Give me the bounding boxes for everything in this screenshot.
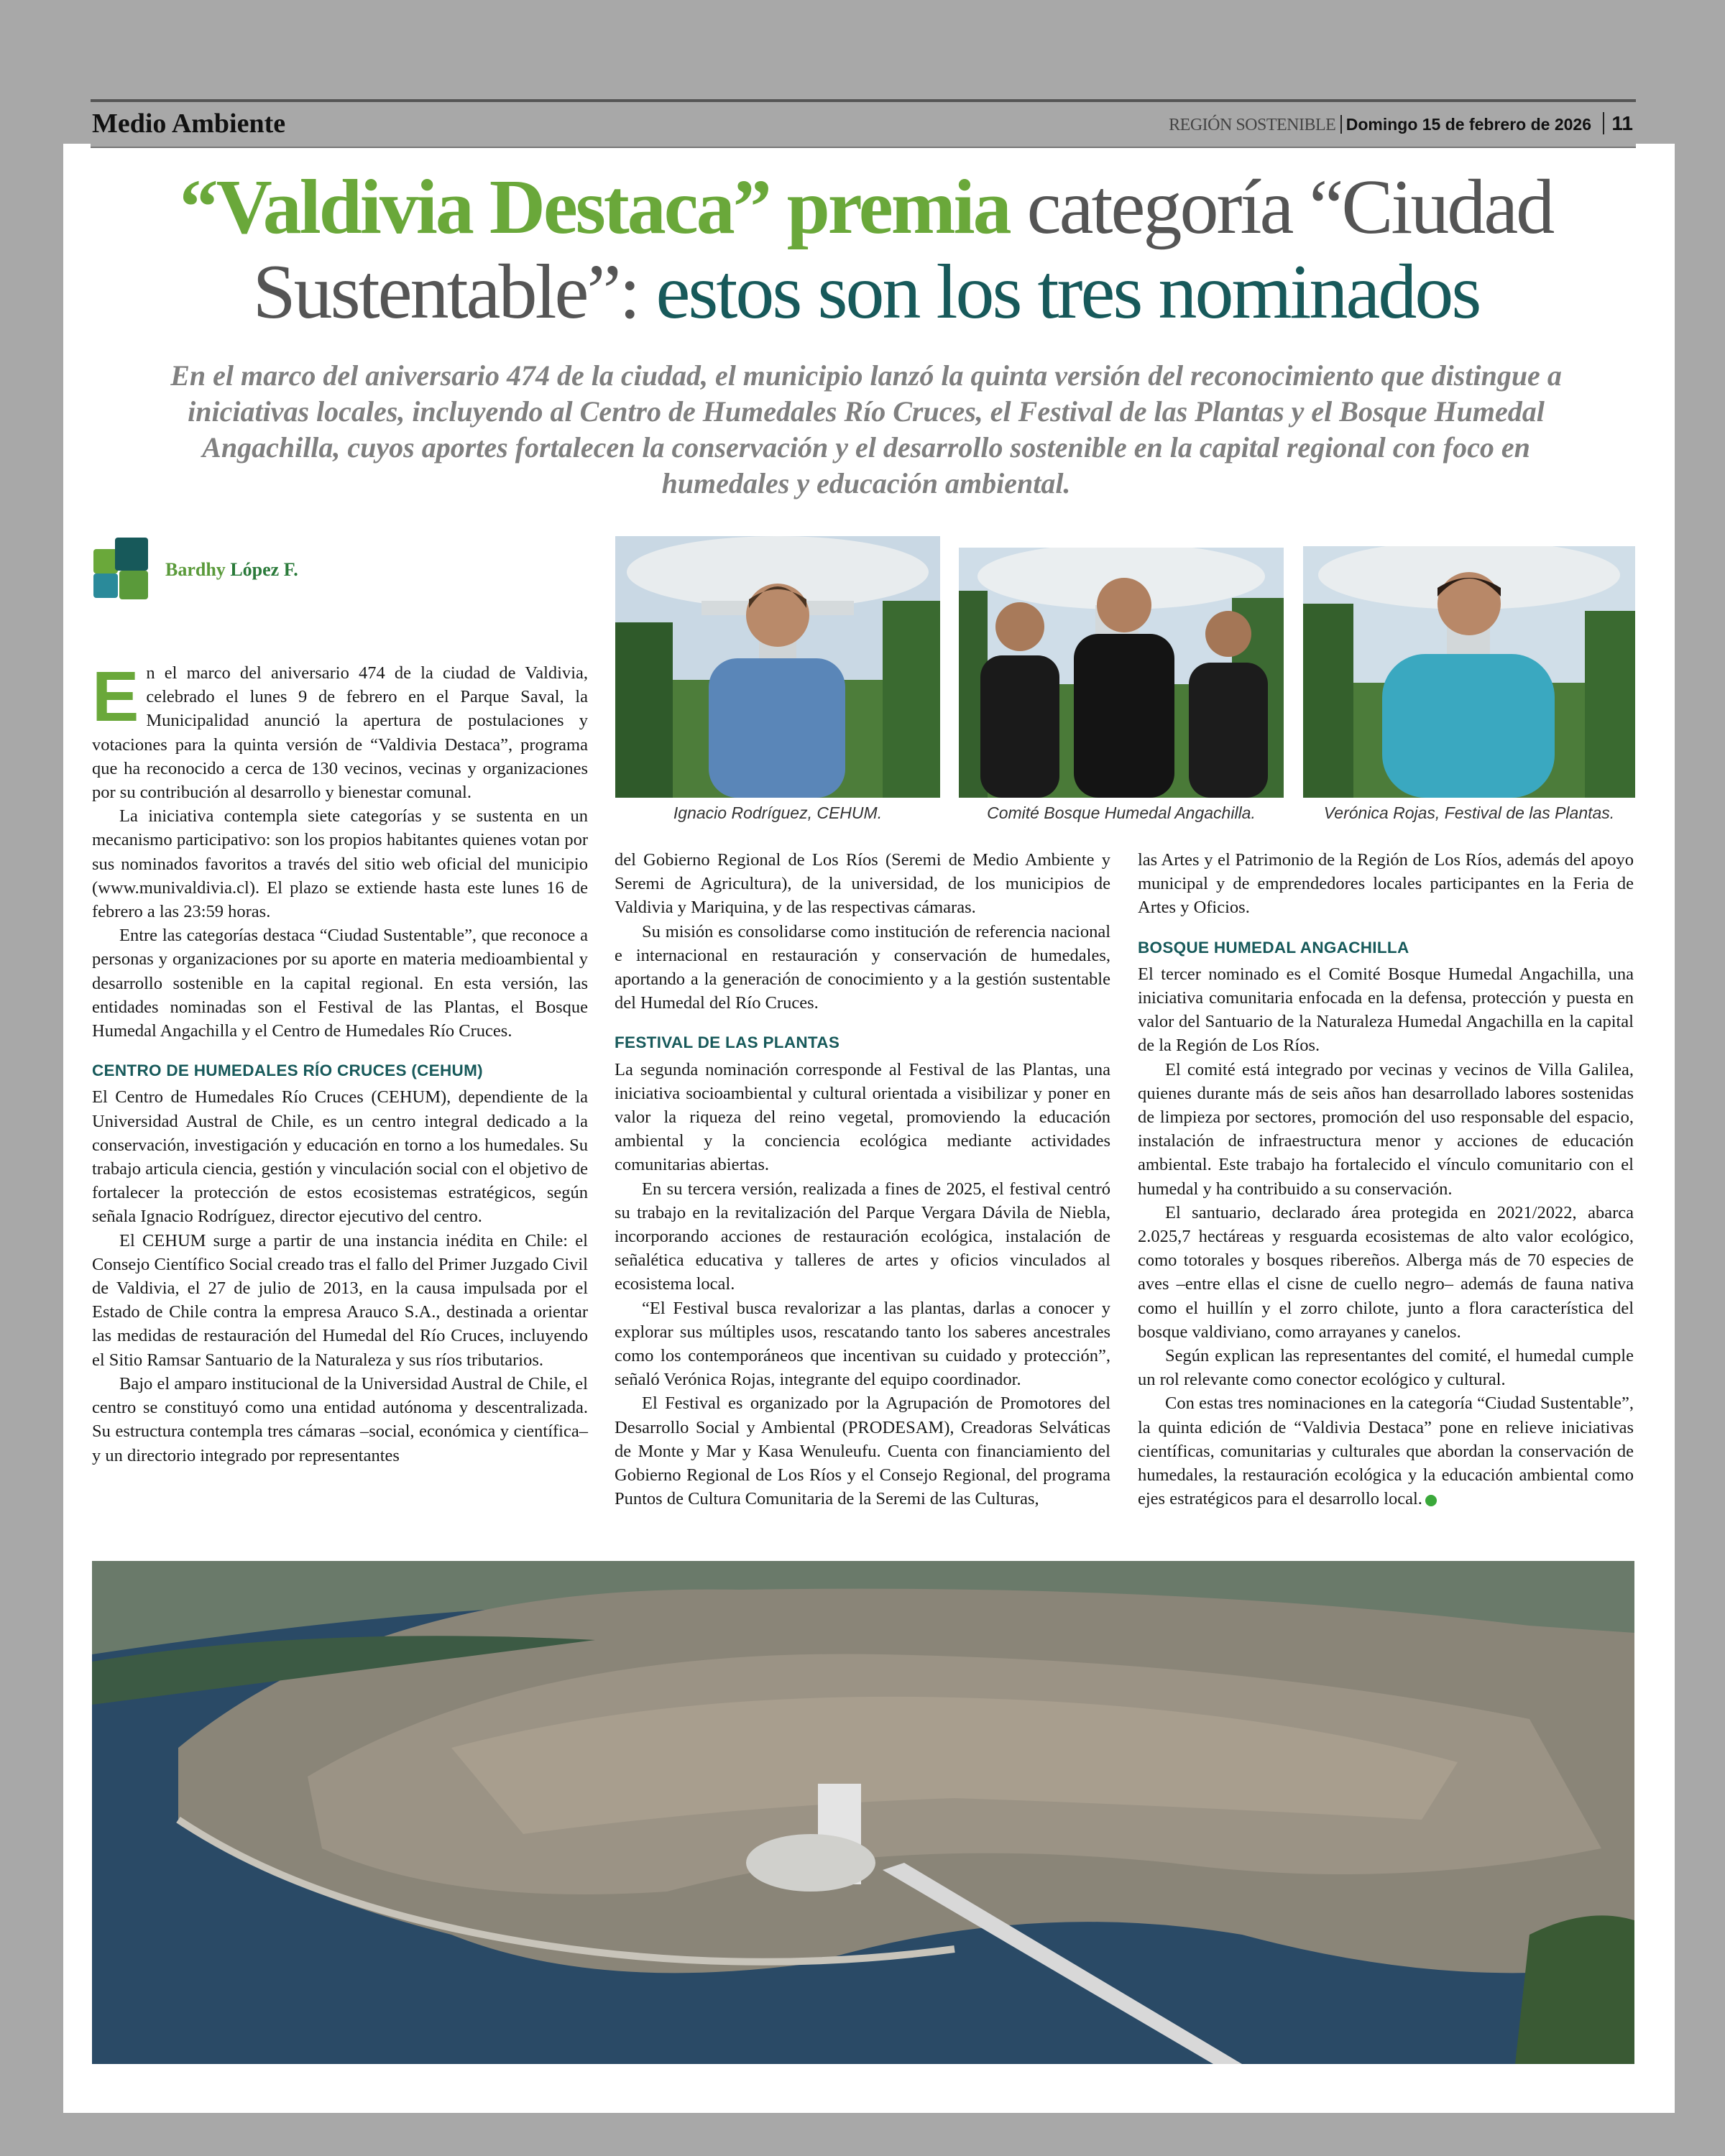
paragraph: Entre las categorías destaca “Ciudad Sustentable”, que reconoce a personas y organizaciones por su aporte en materia medioambiental y desarrollo sostenible en la capital regional. En esta versión, las entidades nominadas son el Festival de las Plantas, el Bosque Humedal Angachilla y el Centro de Humedales Río Cruces. — [92, 926, 588, 1041]
author-last-name: López F. — [230, 559, 298, 580]
section-name: Medio Ambiente — [92, 109, 286, 139]
issue-date: Domingo 15 de febrero de 2026 — [1340, 115, 1591, 134]
author-first-name: Bardhy — [165, 559, 226, 580]
page-number: 11 — [1603, 112, 1633, 134]
paragraph: del Gobierno Regional de Los Ríos (Seremi de Medio Ambiente y Seremi de Agricultura), de la universidad, de los municipios de Valdivia y Mariquina, y de las respectivas cámaras. — [615, 850, 1110, 918]
paragraph: La segunda nominación corresponde al Festival de las Plantas, una iniciativa socioambiental y cultural orientada a visibilizar y poner en valor la riqueza del reino vegetal, promoviendo la educación ambiental y la conciencia ecológica mediante actividades comunitarias abiertas. — [615, 1059, 1110, 1175]
headline-part3: estos son los tres nominados — [638, 249, 1480, 335]
paragraph: El Festival es organizado por la Agrupación de Promotores del Desarrollo Social y Ambiental (PRODESAM), Creadoras Selváticas de Monte y Mar y Kasa Wenuleufu. Cuenta con financiamiento del Gobierno Regional de Los Ríos y el Consejo Regional, del programa Puntos de Cultura Comunitaria de la Seremi de las Culturas, — [615, 1393, 1110, 1509]
paragraph: El santuario, declarado área protegida en 2021/2022, abarca 2.025,7 hectáreas y resguarda ecosistemas de alto valor ecológico, como totorales y bosques ribereños. Alberga más de 70 especies de aves –entre ellas el cisne de cuello negro– además de fauna nativa como el huillín y el zorro chilote, junto a flora característica del bosque valdiviano, como arrayanes y canelos. — [1138, 1202, 1634, 1342]
paragraph: El CEHUM surge a partir de una instancia inédita en Chile: el Consejo Científico Social creado tras el fallo del Primer Juzgado Civil de Valdivia, el 27 de julio de 2013, en la causa impulsada por el Estado de Chile contra la empresa Arauco S.A., destinada a orientar las medidas de restauración del Humedal del Río Cruces, incluyendo el Sitio Ramsar Santuario de la Naturaleza y sus ríos tributarios. — [92, 1230, 588, 1370]
article-column-3 — [1138, 848, 1634, 1511]
subhead-festival: FESTIVAL DE LAS PLANTAS — [615, 1033, 840, 1052]
paragraph — [1138, 1391, 1634, 1511]
paragraph: Según explican las representantes del comité, el humedal cumple un rol relevante como conector ecológico y cultural. — [1138, 1346, 1634, 1390]
photo-veronica-rojas — [1303, 546, 1635, 798]
headline-part2: categoría “Ciudad Sustentable”: — [252, 165, 1553, 335]
paragraph: El Centro de Humedales Río Cruces (CEHUM), dependiente de la Universidad Austral de Chile, es un centro integral dedicado a la conservación, investigación y educación en torno a los humedales. Su trabajo articula ciencia, gestión y vinculación social con el objetivo de fortalecer la protección de estos ecosistemas estratégicos, según señala Ignacio Rodríguez, director ejecutivo del centro. — [92, 1087, 588, 1227]
paragraph: “El Festival busca revalorizar a las plantas, darlas a conocer y explorar sus múltiples usos, rescatando tanto los saberes ancestrales como los contemporáneos que incentivan su cuidado y protección”, señaló Verónica Rojas, integrante del equipo coordinador. — [615, 1298, 1110, 1390]
closing-text: Con estas tres nominaciones en la categoría “Ciudad Sustentable”, la quinta edición de “Valdivia Destaca” pone en relieve iniciativas científicas, comunitarias y culturales que abordan la conservación de humedales, la restauración ecológica y la educación ambiental como ejes estratégicos para el desarrollo local. — [1138, 1393, 1634, 1509]
subhead-cehum: CENTRO DE HUMEDALES RÍO CRUCES (CEHUM) — [92, 1061, 483, 1080]
page-header — [91, 99, 1636, 148]
header-meta — [1169, 112, 1633, 135]
publication-name: REGIÓN SOSTENIBLE — [1169, 116, 1336, 134]
photo-ignacio-rodriguez — [615, 536, 940, 798]
paragraph: Su misión es consolidarse como institución de referencia nacional e internacional en restauración y conservación de humedales, aportando a la generación de conocimiento y a la gestión sustentable del Humedal del Río Cruces. — [615, 921, 1110, 1013]
paragraph: El tercer nominado es el Comité Bosque Humedal Angachilla, una iniciativa comunitaria enfocada en la defensa, protección y puesta en valor del Santuario de la Naturaleza Humedal Angachilla en la capital de la Región de Los Ríos. — [1138, 964, 1634, 1056]
end-mark-icon — [1425, 1495, 1437, 1506]
intro-text: n el marco del aniversario 474 de la ciudad de Valdivia, celebrado el lunes 9 de febrero en el Parque Saval, la Municipalidad anunció la apertura de postulaciones y votaciones para la quinta versión de “Valdivia Destaca”, programa que ha reconocido a cerca de 130 vecinos, vecinas y organizaciones por su contribución al desarrollo y bienestar comunal. — [92, 663, 588, 803]
photo-comite-angachilla — [959, 548, 1284, 798]
paragraph: En su tercera versión, realizada a fines de 2025, el festival centró su trabajo en la revitalización del Parque Vergara Dávila de Niebla, incorporando acciones de restauración ecológica, instalación de señalética educativa y talleres de artes y oficios vinculados al ecosistema local. — [615, 1179, 1110, 1294]
article-intro — [92, 657, 588, 804]
subhead-bosque: BOSQUE HUMEDAL ANGACHILLA — [1138, 938, 1409, 957]
article-column-2 — [615, 848, 1110, 1511]
paragraph: Bajo el amparo institucional de la Universidad Austral de Chile, el centro se constituyó como una entidad autónoma y descentralizada. Su estructura contempla tres cámaras –social, económica y científica– y un directorio integrado por representantes — [92, 1373, 588, 1465]
paragraph: las Artes y el Patrimonio de la Región de Los Ríos, además del apoyo municipal y de emprendedores locales participantes en la Feria de Artes y Oficios. — [1138, 850, 1634, 918]
standfirst: En el marco del aniversario 474 de la ciudad, el municipio lanzó la quinta versión del reconocimiento que distingue a iniciativas locales, incluyendo al Centro de Humedales Río Cruces, el Festival de las Plantas y el Bosque Humedal Angachilla, cuyos aportes fortalecen la conservación y el desarrollo sostenible en la capital regional con foco en humedales y educación ambiental. — [170, 359, 1562, 499]
paragraph: La iniciativa contempla siete categorías y se sustenta en un mecanismo participativo: son los propios habitantes quienes votan por sus nominados favoritos a través del sitio web oficial del municipio (www.munivaldivia.cl). El plazo se extiende hasta este lunes 16 de febrero a las 23:59 horas. — [92, 806, 588, 922]
caption-photo2: Comité Bosque Humedal Angachilla. — [987, 803, 1256, 822]
aerial-photo-valdivia — [92, 1561, 1634, 2064]
author-name — [165, 559, 298, 581]
caption-photo1: Ignacio Rodríguez, CEHUM. — [673, 803, 883, 822]
headline — [93, 165, 1639, 335]
paragraph: El comité está integrado por vecinas y vecinos de Villa Galilea, quienes durante más de seis años han desarrollado labores sostenidas de limpieza por sectores, promoción del uso responsable del espacio, instalación de infraestructura menor y acciones de educación ambiental. Este trabajo ha fortalecido el vínculo comunitario con el humedal y ha contribuido a su conservación. — [1138, 1059, 1634, 1199]
article-column-1 — [92, 657, 588, 1468]
publication-logo-icon — [93, 538, 152, 599]
caption-photo3: Verónica Rojas, Festival de las Plantas. — [1323, 803, 1615, 822]
dropcap: E — [92, 657, 139, 736]
headline-part1: “Valdivia Destaca” premia — [179, 165, 1010, 250]
